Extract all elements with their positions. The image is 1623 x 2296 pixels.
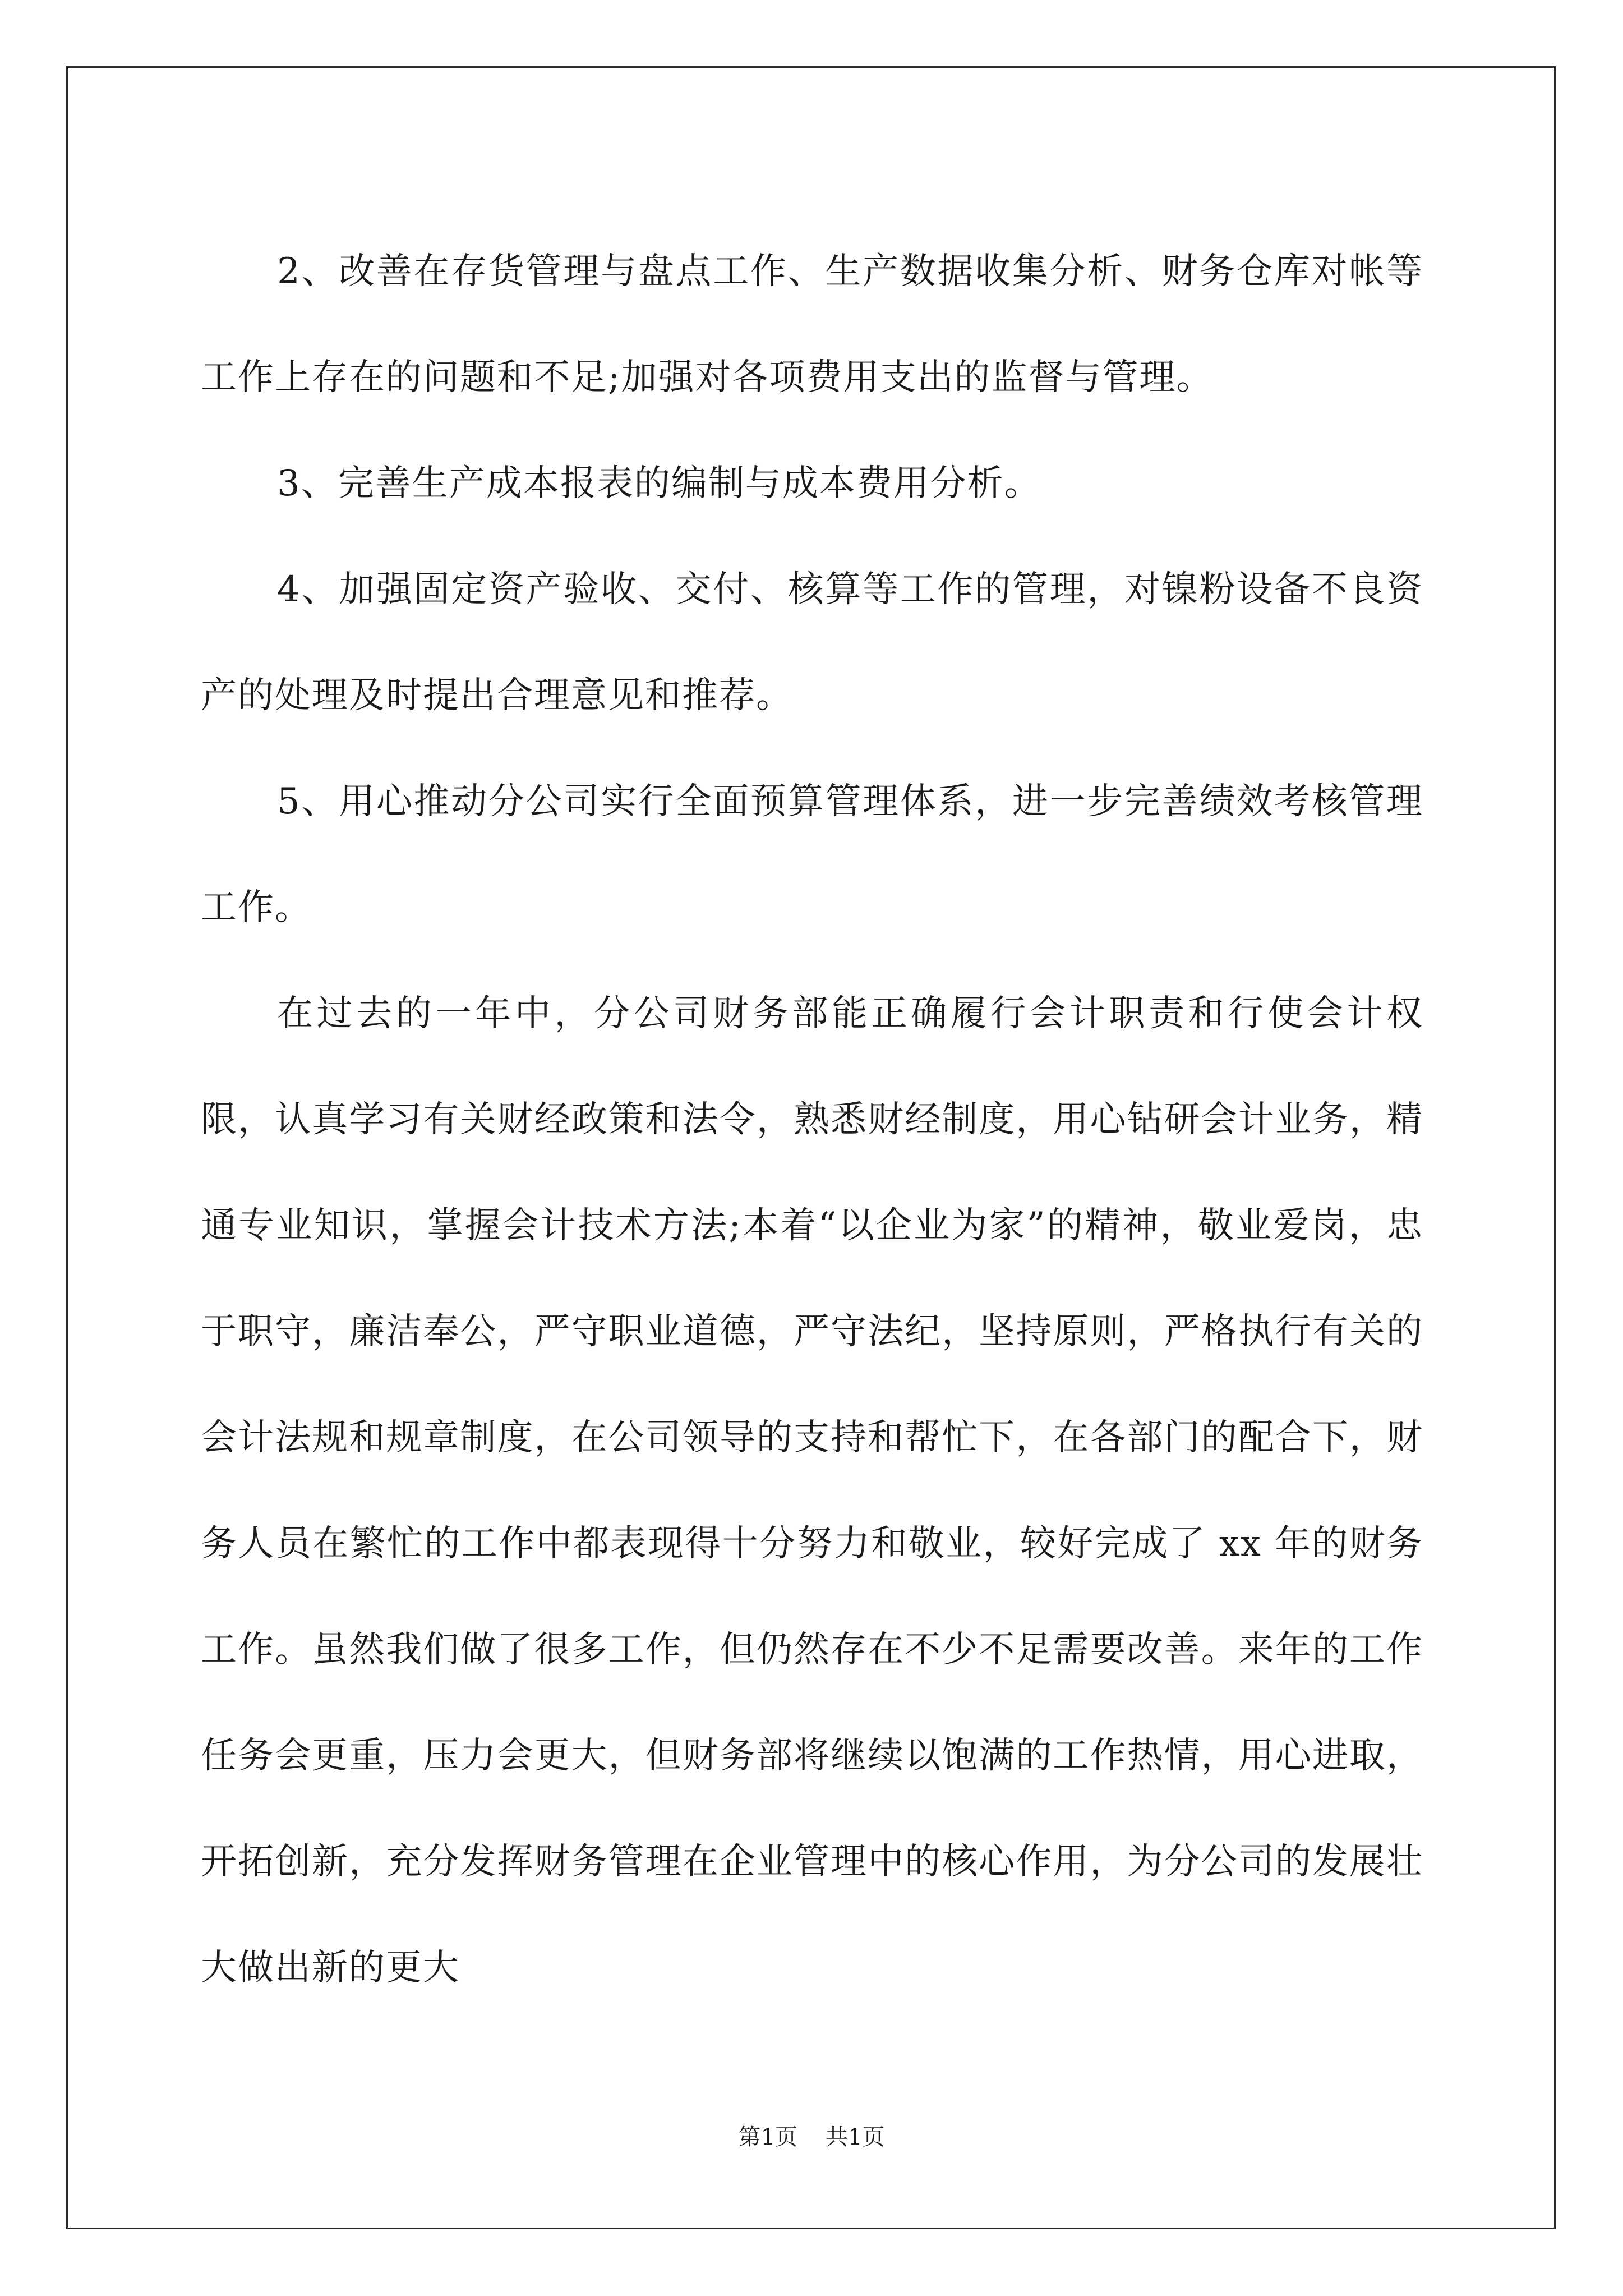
paragraph-item-4: 4、加强固定资产验收、交付、核算等工作的管理，对镍粉设备不良资产的处理及时提出合理意见和推荐。	[201, 569, 1423, 716]
page-number-total: 共1页	[826, 2124, 885, 2150]
paragraph-item-2: 2、改善在存货管理与盘点工作、生产数据收集分析、财务仓库对帐等工作上存在的问题和不足;加强对各项费用支出的监督与管理。	[201, 251, 1423, 398]
paragraph-item-3: 3、完善生产成本报表的编制与成本费用分析。	[277, 463, 1041, 504]
paragraph-summary: 在过去的一年中，分公司财务部能正确履行会计职责和行使会计权限，认真学习有关财经政策和法令，熟悉财经制度，用心钻研会计业务，精通专业知识，掌握会计技术方法;本着“以企业为家”的精神，敬业爱岗，忠于职守，廉洁奉公，严守职业道德，严守法纪，坚持原则，严格执行有关的会计法规和规章制度，在公司领导的支持和帮忙下，在各部门的配合下，财务人员在繁忙的工作中都表现得十分努力和敬业，较好完成了 xx 年的财务工作。虽然我们做了很多工作，但仍然存在不少不足需要改善。来年的工作任务会更重，压力会更大，但财务部将继续以饱满的工作热情，用心进取，开拓创新，充分发挥财务管理在企业管理中的核心作用，为分公司的发展壮大做出新的更大	[201, 993, 1423, 1989]
page-number-current: 第1页	[738, 2124, 797, 2150]
document-body	[201, 219, 1423, 2021]
page-footer	[0, 2120, 1623, 2154]
paragraph-item-5: 5、用心推动分公司实行全面预算管理体系，进一步完善绩效考核管理工作。	[201, 781, 1423, 928]
